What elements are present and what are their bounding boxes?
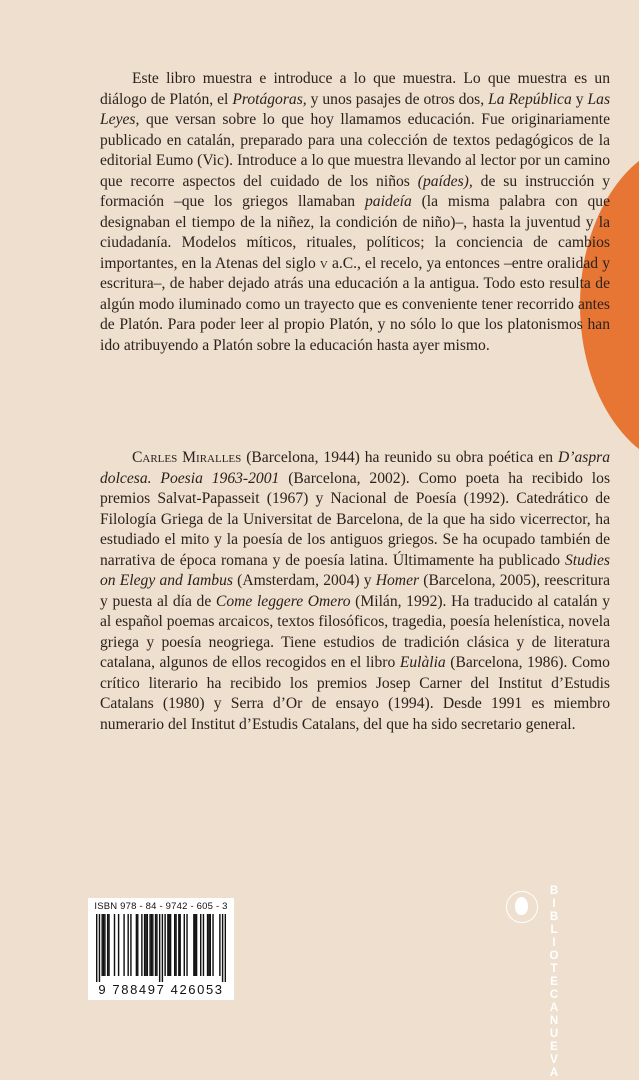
logo-letter: L	[550, 924, 558, 936]
barcode-bar	[145, 914, 146, 976]
barcode-bar	[137, 914, 138, 976]
barcode-bar	[130, 914, 131, 976]
logo-letter: E	[550, 976, 558, 988]
barcode-bar	[162, 914, 163, 982]
barcode-bar	[156, 914, 157, 976]
text-run: La República	[488, 90, 572, 108]
ean-digits: 9 788497 426053	[98, 982, 224, 997]
logo-letter: B	[549, 885, 559, 897]
barcode-bar	[107, 914, 108, 976]
barcode-bar	[101, 914, 102, 976]
barcode-bar	[210, 914, 211, 976]
text-run: de su instrucción y formación –que los griegos llamaban	[100, 172, 610, 210]
logo-letter: I	[552, 898, 556, 910]
logo-letter: T	[550, 963, 558, 975]
barcode-bar	[159, 914, 160, 982]
barcode-bar	[136, 914, 137, 976]
text-run: (Amsterdam, 2004) y	[232, 572, 376, 589]
logo-letter: E	[550, 1041, 558, 1053]
barcode-bar	[151, 914, 152, 976]
text-run: (Milán, 1992). Ha traducido al catalán y al español poemas arcaicos, textos filosóficos, tragedia, poesía helenística, novela griega y poesía neogriega. Tiene estudios de tradición clásica y de literatura catalana, algunos de ellos recogidos en el libro	[100, 592, 610, 671]
barcode-bar	[167, 914, 168, 976]
barcode-bar	[193, 914, 194, 976]
text-run: (la misma palabra con que designaban el tiempo de la niñez, la condición de niño)–, hasta la juventud y la ciudadanía. Modelos míticos, rituales, políticos; la conciencia de cambios importantes, en la Atenas del siglo	[100, 193, 611, 272]
text-run: (Barcelona, 1986). Como crítico literario ha recibido los premios Josep Carner del Institut d’Estudis Catalans (1980) y Serra d’Or de ensayo (1994). Desde 1991 es miembro numerario del Institut d’Estudis Catalans, del que ha sido secretario general.	[100, 654, 610, 733]
isbn-barcode	[88, 898, 234, 1000]
barcode-bar	[186, 914, 187, 976]
text-run: paideía	[364, 193, 412, 210]
barcode-bar	[200, 914, 201, 976]
intro-paragraph	[100, 69, 610, 356]
barcode-bar	[104, 914, 105, 976]
text-run: (Barcelona, 2005), reescritura y puesta al día de	[100, 572, 610, 610]
barcode-bar	[208, 914, 209, 976]
barcode-bar	[108, 914, 109, 976]
logo-letter: B	[549, 911, 559, 923]
barcode-bar	[184, 914, 185, 976]
text-run: v	[319, 254, 328, 272]
text-run: y	[571, 90, 588, 108]
text-run: Este libro muestra e introduce a lo que muestra. Lo que muestra es un diálogo de Platón, el	[100, 70, 610, 108]
head-emblem-icon	[506, 891, 538, 923]
logo-letter: V	[550, 1054, 558, 1066]
text-run: a.C., el recelo, ya entonces –entre oralidad y escritura–, de haber dejado atrás una educación a la antigua. Todo esto resulta de algún modo iluminado como un trayecto que es conveniente tener recorrido antes de Platón. Para poder leer al propio Platón, y no sólo lo que los platonismos han ido atribuyendo a Platón sobre la educación hasta ayer mismo.	[100, 254, 610, 354]
bio-paragraph	[100, 448, 610, 735]
barcode-bar	[103, 914, 104, 976]
author-biography	[100, 448, 610, 735]
logo-letter: N	[549, 1015, 559, 1027]
barcode-bar	[114, 914, 115, 976]
barcode-bar	[212, 914, 213, 976]
text-run: Homer	[375, 572, 420, 589]
text-run: D’aspra dolcesa. Poesia 1963-2001	[100, 449, 610, 487]
barcode-bar	[174, 914, 175, 976]
logo-letter: C	[549, 989, 559, 1001]
barcode-bar	[155, 914, 156, 976]
publisher-name-vertical	[544, 885, 564, 1080]
barcode-bar	[222, 914, 223, 982]
text-run: Come leggere Omero	[215, 592, 351, 610]
logo-letter: A	[549, 1067, 559, 1079]
text-run: Eulàlia	[399, 654, 446, 671]
book-description	[100, 69, 610, 356]
barcode-bar	[179, 914, 180, 976]
text-run: y unos pasajes de otros dos,	[306, 90, 489, 108]
barcode-bar	[170, 914, 171, 976]
barcode-bar	[169, 914, 170, 976]
barcode-bar	[99, 914, 100, 982]
barcode-bar	[175, 914, 176, 976]
text-run: que versan sobre lo que hoy llamamos educación. Fue originariamente publicado en catalán, preparado para una colección de textos pedagógicos de la editorial Eumo (Vic). Introduce a lo que muestra llevando al lector por un camino que recorre aspectos del cuidado de los niños	[100, 111, 610, 190]
barcode-bars	[96, 914, 226, 982]
barcode-bar	[219, 914, 220, 976]
barcode-bar	[178, 914, 179, 976]
text-run: Studies on Elegy and Iambus	[100, 551, 610, 589]
barcode-bar	[149, 914, 150, 976]
barcode-bar	[196, 914, 197, 976]
text-run: (Barcelona, 1944) ha reunido su obra poética en	[241, 449, 559, 466]
barcode-bar	[195, 914, 196, 976]
logo-letter: O	[549, 950, 559, 962]
text-run: Protágoras,	[232, 90, 307, 108]
barcode-bar	[123, 914, 124, 976]
logo-letter: U	[549, 1028, 559, 1040]
text-run: (paídes),	[417, 172, 473, 190]
barcode-bar	[203, 914, 204, 976]
barcode-bar	[118, 914, 119, 976]
barcode-bar	[144, 914, 145, 976]
barcode-bar	[152, 914, 153, 976]
barcode-bar	[147, 914, 148, 976]
barcode-bar	[207, 914, 208, 976]
barcode-bar	[96, 914, 97, 982]
text-run: (Barcelona, 2002). Como poeta ha recibido los premios Salvat-Papasseit (1967) y Nacional de Poesía (1992). Catedrático de Filología Griega de la Universitat de Barcelona, de la que ha sido vicerrector, ha estudiado el mito y la poesía de los antiguos griegos. Se ha ocupado también de narrativa de época romana y de poesía latina. Últimamente ha publicado	[100, 469, 611, 569]
logo-letter: A	[549, 1002, 559, 1014]
barcode-bar	[164, 914, 165, 976]
publisher-logo	[506, 885, 576, 1079]
logo-letter: I	[552, 937, 556, 949]
barcode-bar	[225, 914, 226, 982]
isbn-label: ISBN 978 - 84 - 9742 - 605 - 3	[94, 901, 228, 912]
barcode-bar	[141, 914, 142, 976]
text-run: Las Leyes,	[100, 90, 611, 128]
barcode-bar	[127, 914, 128, 976]
text-run: Carles Miralles	[132, 449, 242, 466]
